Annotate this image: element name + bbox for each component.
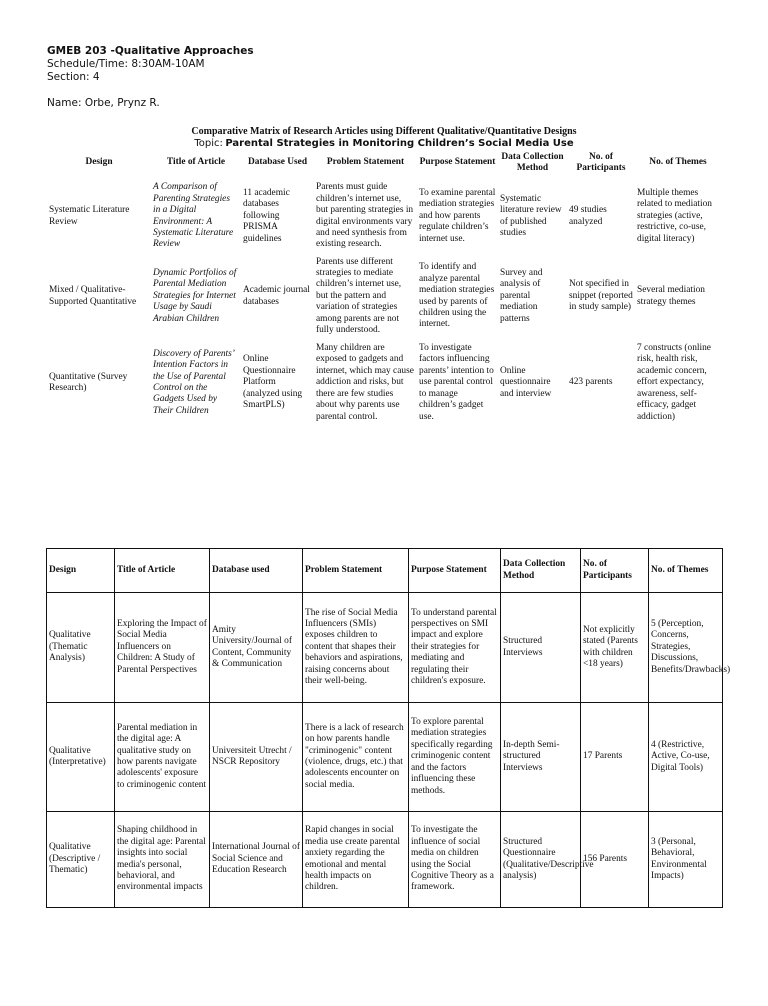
cell-problem: The rise of Social Media Influencers (SMIs) exposes children to content that shapes their behaviors and aspirations, raising concerns about their well-being. bbox=[303, 593, 409, 703]
column-header: No. of Themes bbox=[649, 549, 723, 593]
matrix-heading bbox=[0, 126, 768, 150]
topic-label: Topic: bbox=[194, 138, 223, 149]
cell-database: Online Questionnaire Platform (analyzed using SmartPLS) bbox=[243, 354, 303, 411]
cell-database: Amity University/Journal of Content, Community & Communication bbox=[210, 593, 303, 703]
schedule-line: Schedule/Time: 8:30AM-10AM bbox=[47, 58, 205, 70]
column-header: Database Used bbox=[247, 157, 308, 168]
cell-problem: Parents use different strategies to mediate children’s internet use, but the pattern and variation of strategies among parents are not fully understood. bbox=[316, 256, 402, 336]
cell-design: Qualitative (Thematic Analysis) bbox=[47, 593, 115, 703]
comparative-matrix-table bbox=[47, 149, 721, 429]
cell-title: A Comparison of Parenting Strategies in a Digital Environment: A Systematic Literature Review bbox=[153, 182, 234, 250]
cell-purpose: To investigate factors influencing parents’ intention to use parental control to manage children’s gadget use. bbox=[419, 343, 494, 422]
cell-participants: Not explicitly stated (Parents with children <18 years) bbox=[581, 593, 649, 703]
column-header: No. of Themes bbox=[649, 157, 707, 168]
qualitative-studies-table bbox=[46, 548, 731, 908]
document-header bbox=[47, 45, 254, 110]
cell-themes: 4 (Restrictive, Active, Co-use, Digital Tools) bbox=[649, 703, 723, 812]
column-header: Design bbox=[85, 157, 113, 168]
cell-participants: 423 parents bbox=[569, 377, 613, 388]
cell-design: Qualitative (Descriptive / Thematic) bbox=[47, 812, 115, 908]
table-header-row bbox=[47, 549, 723, 593]
cell-purpose: To identify and analyze parental mediation strategies used by parents of children using the internet. bbox=[419, 262, 495, 330]
cell-themes: Multiple themes related to mediation strategies (active, restrictive, co-use, digital literacy) bbox=[637, 187, 712, 244]
cell-title: Discovery of Parents’ Intention Factors in the Use of Parental Control on the Gadgets Used by Their Children bbox=[153, 348, 234, 416]
cell-design: Qualitative (Interpretative) bbox=[47, 703, 115, 812]
column-header: Purpose Statement bbox=[419, 157, 496, 168]
cell-method: Systematic literature review of published studies bbox=[500, 193, 562, 238]
spacer bbox=[47, 84, 254, 97]
course-title: GMEB 203 -Qualitative Approaches bbox=[47, 45, 254, 57]
column-header: Data Collection Method bbox=[501, 549, 581, 593]
cell-participants: Not specified in snippet (reported in study sample) bbox=[569, 279, 633, 313]
cell-design: Quantitative (Survey Research) bbox=[49, 371, 128, 393]
cell-themes: Several mediation strategy themes bbox=[637, 285, 705, 307]
column-header: Problem Statement bbox=[326, 157, 405, 168]
cell-participants: 156 Parents bbox=[581, 812, 649, 908]
column-header: No. of Participants bbox=[581, 549, 649, 593]
cell-database: 11 academic databases following PRISMA guidelines bbox=[243, 187, 290, 244]
cell-title: Exploring the Impact of Social Media Influencers on Children: A Study of Parental Perspectives bbox=[115, 593, 210, 703]
cell-title: Dynamic Portfolios of Parental Mediation Strategies for Internet Usage by Saudi Arabian Children bbox=[153, 267, 237, 324]
cell-title: Shaping childhood in the digital age: Parental insights into social media's personal, behavioral, and environmental impacts bbox=[115, 812, 210, 908]
cell-purpose: To investigate the influence of social media on children using the Social Cognitive Theory as a framework. bbox=[409, 812, 501, 908]
cell-participants: 17 Parents bbox=[581, 703, 649, 812]
cell-problem: Parents must guide children’s internet use, but parenting strategies in digital environments vary and need synthesis from existing research. bbox=[316, 182, 414, 250]
cell-database: Universiteit Utrecht / NSCR Repository bbox=[210, 703, 303, 812]
cell-design: Mixed / Qualitative-Supported Quantitative bbox=[49, 285, 137, 307]
cell-design: Systematic Literature Review bbox=[49, 205, 130, 227]
cell-problem: There is a lack of research on how parents handle "criminogenic" content (violence, drugs, etc.) that adolescents encounter on social media. bbox=[303, 703, 409, 812]
table-header-row bbox=[47, 149, 721, 177]
table-row bbox=[47, 256, 721, 337]
matrix-title: Comparative Matrix of Research Articles using Different Qualitative/Quantitative Designs bbox=[191, 126, 577, 137]
cell-database: International Journal of Social Science and Education Research bbox=[210, 812, 303, 908]
student-name: Name: Orbe, Prynz R. bbox=[47, 97, 160, 109]
cell-database: Academic journal databases bbox=[243, 285, 310, 307]
column-header: Problem Statement bbox=[303, 549, 409, 593]
cell-themes: 7 constructs (online risk, health risk, academic concern, effort expectancy, awareness, self-efficacy, gadget addiction) bbox=[637, 343, 711, 422]
cell-purpose: To examine parental mediation strategies and how parents regulate children’s internet use. bbox=[419, 187, 496, 244]
cell-themes: 5 (Perception, Concerns, Strategies, Discussions, Benefits/Drawbacks) bbox=[649, 593, 723, 703]
column-header: Database used bbox=[210, 549, 303, 593]
cell-method: In-depth Semi-structured Interviews bbox=[501, 703, 581, 812]
cell-problem: Many children are exposed to gadgets and internet, which may cause addiction and risks, but there are few studies about why parents use parental control. bbox=[316, 343, 414, 422]
cell-purpose: To explore parental mediation strategies specifically regarding criminogenic content and the factors influencing these methods. bbox=[409, 703, 501, 812]
table-row bbox=[47, 337, 721, 429]
column-header: Title of Article bbox=[166, 157, 226, 168]
table-row bbox=[47, 703, 723, 812]
section-line: Section: 4 bbox=[47, 71, 100, 83]
cell-themes: 3 (Personal, Behavioral, Environmental Impacts) bbox=[649, 812, 723, 908]
column-header: Design bbox=[47, 549, 115, 593]
cell-method: Survey and analysis of parental mediation patterns bbox=[500, 267, 543, 324]
column-header: Title of Article bbox=[115, 549, 210, 593]
column-header: Data Collection Method bbox=[501, 151, 564, 173]
cell-purpose: To understand parental perspectives on SMI impact and explore their strategies for mediating and regulating their children's exposure. bbox=[409, 593, 501, 703]
table-row bbox=[47, 177, 721, 256]
column-header: Purpose Statement bbox=[409, 549, 501, 593]
cell-problem: Rapid changes in social media use create parental anxiety regarding the emotional and mental health impacts on children. bbox=[303, 812, 409, 908]
cell-title: Parental mediation in the digital age: A qualitative study on how parents navigate adolescents' exposure to criminogenic content bbox=[115, 703, 210, 812]
table-row bbox=[47, 593, 723, 703]
cell-method: Online questionnaire and interview bbox=[500, 365, 552, 399]
cell-method: Structured Questionnaire (Qualitative/Descriptive analysis) bbox=[501, 812, 581, 908]
cell-method: Structured Interviews bbox=[501, 593, 581, 703]
topic-text: Parental Strategies in Monitoring Children’s Social Media Use bbox=[225, 138, 574, 149]
column-header: No. of Participants bbox=[576, 151, 626, 173]
cell-participants: 49 studies analyzed bbox=[569, 205, 607, 227]
table-row bbox=[47, 812, 723, 908]
